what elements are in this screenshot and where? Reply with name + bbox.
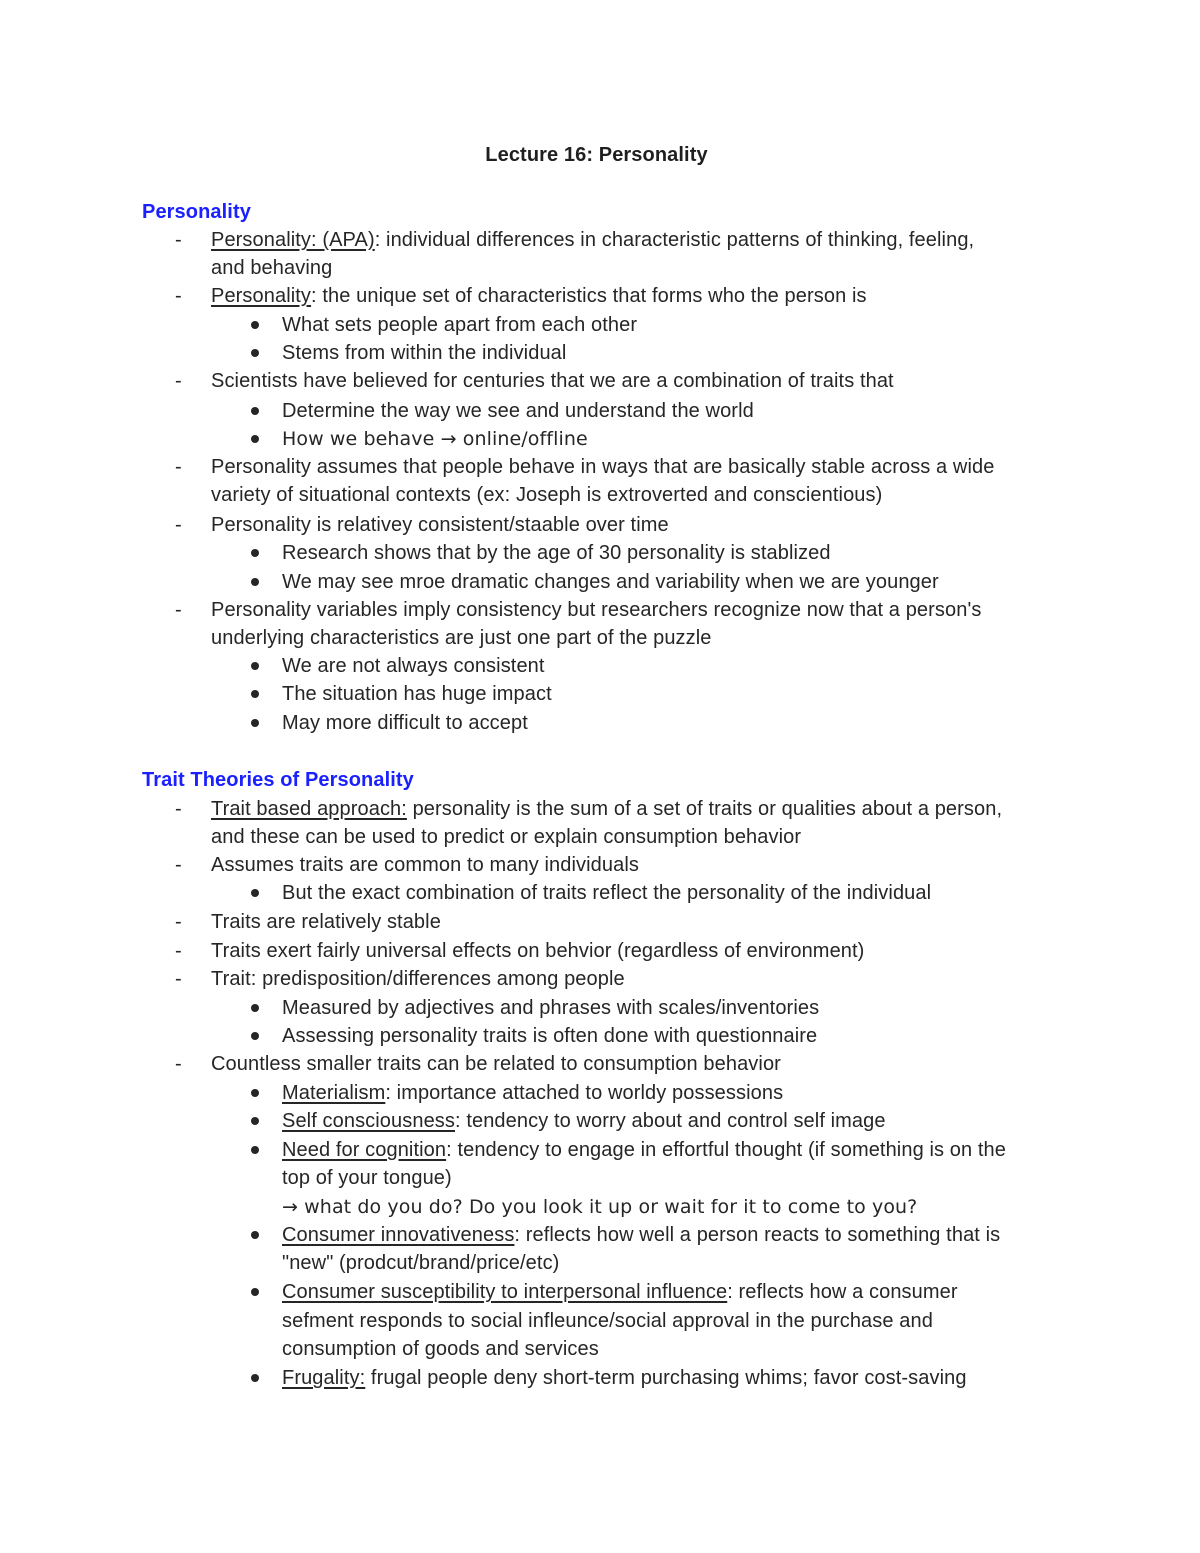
bullet-marker xyxy=(251,578,259,586)
term: Personality: (APA) xyxy=(211,229,375,251)
sub-item-continuation: consumption of goods and services xyxy=(282,1338,599,1360)
dash-marker: - xyxy=(175,911,182,933)
sub-item: Research shows that by the age of 30 personality is stablized xyxy=(282,542,831,564)
section-heading-trait-theories: Trait Theories of Personality xyxy=(142,769,414,791)
dash-marker: - xyxy=(175,599,182,621)
bullet-marker xyxy=(251,889,259,897)
sub-item-continuation: top of your tongue) xyxy=(282,1167,452,1189)
sub-item: But the exact combination of traits reflect the personality of the individual xyxy=(282,882,932,904)
term: Consumer susceptibility to interpersonal influence xyxy=(282,1281,728,1303)
bullet-marker xyxy=(251,407,259,415)
dash-marker: - xyxy=(175,1053,182,1075)
sub-item: What sets people apart from each other xyxy=(282,314,638,336)
bullet-marker xyxy=(251,549,259,557)
sub-item: May more difficult to accept xyxy=(282,712,528,734)
dash-marker: - xyxy=(175,968,182,990)
list-item: Personality is relativey consistent/staable over time xyxy=(211,514,669,536)
dash-marker: - xyxy=(175,940,182,962)
term: Consumer innovativeness xyxy=(282,1224,515,1246)
bullet-marker xyxy=(251,1004,259,1012)
dash-marker: - xyxy=(175,456,182,478)
sub-item: We may see mroe dramatic changes and variability when we are younger xyxy=(282,571,939,593)
sub-item: Need for cognition: tendency to engage in effortful thought (if something is on the xyxy=(282,1139,1006,1161)
list-item: Countless smaller traits can be related to consumption behavior xyxy=(211,1053,781,1075)
term: Self consciousness xyxy=(282,1110,456,1132)
sub-item: Determine the way we see and understand the world xyxy=(282,400,754,422)
list-item: Scientists have believed for centuries that we are a combination of traits that xyxy=(211,370,894,392)
list-item-continuation: and these can be used to predict or explain consumption behavior xyxy=(211,826,802,848)
dash-marker: - xyxy=(175,370,182,392)
bullet-marker xyxy=(251,1231,259,1239)
sub-item: Consumer susceptibility to interpersonal influence: reflects how a consumer xyxy=(282,1281,958,1303)
sub-item-continuation: → what do you do? Do you look it up or wait for it to come to you? xyxy=(282,1196,918,1218)
sub-item: Measured by adjectives and phrases with scales/inventories xyxy=(282,997,820,1019)
list-item-continuation: and behaving xyxy=(211,257,333,279)
term: Trait based approach: xyxy=(211,798,407,820)
bullet-marker xyxy=(251,719,259,727)
sub-item: Consumer innovativeness: reflects how well a person reacts to something that is xyxy=(282,1224,1001,1246)
sub-item: Frugality: frugal people deny short-term purchasing whims; favor cost-saving xyxy=(282,1367,967,1389)
bullet-marker xyxy=(251,321,259,329)
bullet-marker xyxy=(251,690,259,698)
list-item: Trait: predisposition/differences among people xyxy=(211,968,625,990)
list-item: Assumes traits are common to many individuals xyxy=(211,854,639,876)
bullet-marker xyxy=(251,1089,259,1097)
list-item: Traits exert fairly universal effects on behvior (regardless of environment) xyxy=(211,940,865,962)
sub-item: Stems from within the individual xyxy=(282,342,567,364)
sub-item: We are not always consistent xyxy=(282,655,545,677)
dash-marker: - xyxy=(175,514,182,536)
term: Materialism xyxy=(282,1082,386,1104)
term: Frugality: xyxy=(282,1367,366,1389)
list-item: Personality: the unique set of characteristics that forms who the person is xyxy=(211,285,867,307)
bullet-marker xyxy=(251,1032,259,1040)
bullet-marker xyxy=(251,1117,259,1125)
bullet-marker xyxy=(251,1288,259,1296)
dash-marker: - xyxy=(175,229,182,251)
bullet-marker xyxy=(251,1374,259,1382)
sub-item: The situation has huge impact xyxy=(282,683,552,705)
list-item: Trait based approach: personality is the sum of a set of traits or qualities about a person, xyxy=(211,798,1003,820)
bullet-marker xyxy=(251,349,259,357)
list-item: Traits are relatively stable xyxy=(211,911,441,933)
list-item-continuation: variety of situational contexts (ex: Joseph is extroverted and conscientious) xyxy=(211,484,883,506)
sub-item: Assessing personality traits is often done with questionnaire xyxy=(282,1025,818,1047)
bullet-marker xyxy=(251,1146,259,1154)
bullet-marker xyxy=(251,435,259,443)
term: Personality xyxy=(211,285,312,307)
list-item: Personality variables imply consistency but researchers recognize now that a person's xyxy=(211,599,982,621)
list-item-continuation: underlying characteristics are just one part of the puzzle xyxy=(211,627,712,649)
term: Need for cognition xyxy=(282,1139,447,1161)
dash-marker: - xyxy=(175,798,182,820)
sub-item: Self consciousness: tendency to worry about and control self image xyxy=(282,1110,886,1132)
sub-item: How we behave → online/offline xyxy=(282,428,588,450)
sub-item: Materialism: importance attached to worldy possessions xyxy=(282,1082,784,1104)
section-heading-personality: Personality xyxy=(142,201,251,223)
bullet-marker xyxy=(251,662,259,670)
page-title: Lecture 16: Personality xyxy=(485,144,708,166)
sub-item-continuation: sefment responds to social infleunce/social approval in the purchase and xyxy=(282,1310,933,1332)
list-item: Personality assumes that people behave in ways that are basically stable across a wide xyxy=(211,456,995,478)
sub-item-continuation: "new" (prodcut/brand/price/etc) xyxy=(282,1252,560,1274)
dash-marker: - xyxy=(175,285,182,307)
dash-marker: - xyxy=(175,854,182,876)
list-item: Personality: (APA): individual differences in characteristic patterns of thinking, feeling, xyxy=(211,229,975,251)
